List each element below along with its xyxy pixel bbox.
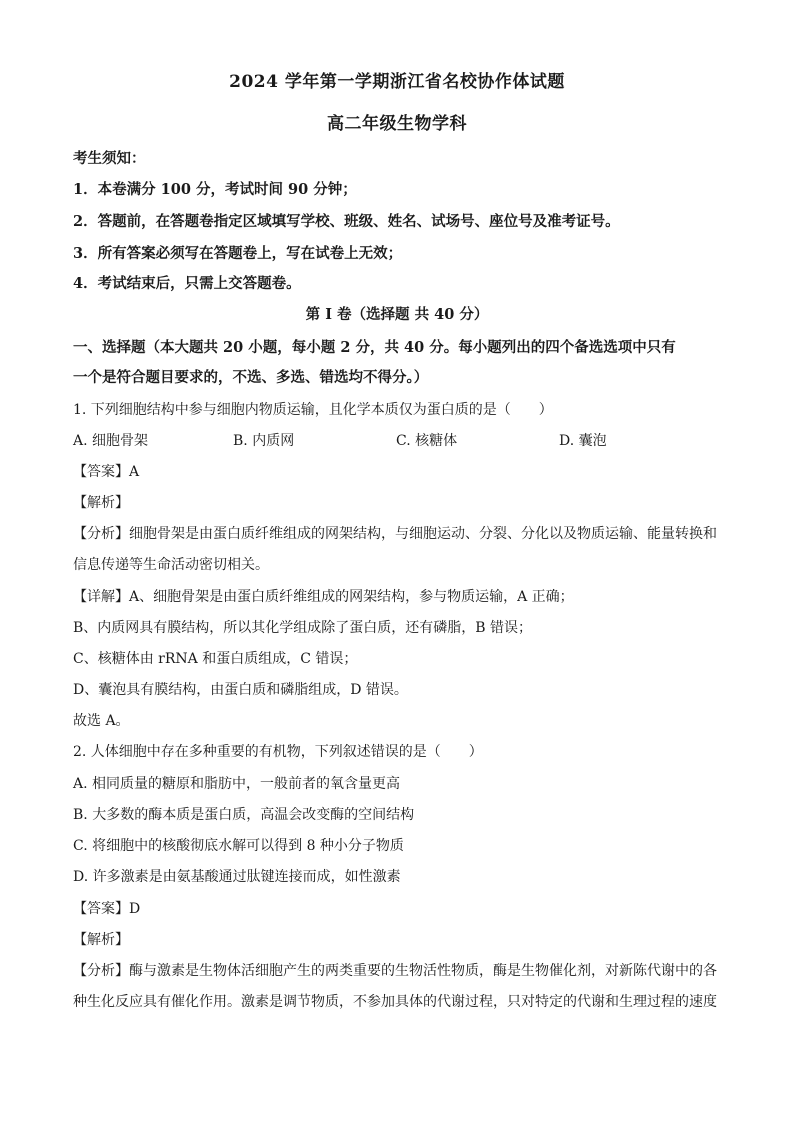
analysis-label: 【解析】 bbox=[73, 495, 129, 511]
exam-title: 2024 学年第一学期浙江省名校协作体试题 bbox=[229, 72, 565, 92]
question-stem: 1. 下列细胞结构中参与细胞内物质运输，且化学本质仅为蛋白质的是（ ） bbox=[73, 402, 553, 418]
notice-item: 4．考试结束后，只需上交答题卷。 bbox=[73, 275, 301, 292]
option-c: C. 将细胞中的核酸彻底水解可以得到 8 种小分子物质 bbox=[73, 838, 404, 854]
option-a: A. 细胞骨架 bbox=[73, 433, 149, 449]
answer-label: 【答案】A bbox=[73, 464, 140, 480]
analysis-label: 【解析】 bbox=[73, 932, 129, 948]
option-d: D. 许多激素是由氨基酸通过肽键连接而成，如性激素 bbox=[73, 869, 401, 885]
option-c: C. 核糖体 bbox=[396, 433, 458, 449]
detail-text: C、核糖体由 rRNA 和蛋白质组成，C 错误； bbox=[73, 651, 358, 667]
analysis-text: 【分析】酶与激素是生物体活细胞产生的两类重要的生物活性物质，酶是生物催化剂，对新陈代谢中的各 bbox=[73, 963, 717, 979]
section-heading: 一、选择题（本大题共 20 小题，每小题 2 分，共 40 分。每小题列出的四个备选选项中只有 bbox=[73, 339, 676, 356]
detail-text: B、内质网具有膜结构，所以其化学组成除了蛋白质，还有磷脂，B 错误； bbox=[73, 620, 533, 636]
notice-item: 2．答题前，在答题卷指定区域填写学校、班级、姓名、试场号、座位号及准考证号。 bbox=[73, 213, 620, 230]
notice-heading: 考生须知： bbox=[73, 150, 146, 167]
notice-item: 3．所有答案必须写在答题卷上，写在试卷上无效； bbox=[73, 245, 403, 262]
detail-text: D、囊泡具有膜结构，由蛋白质和磷脂组成，D 错误。 bbox=[73, 682, 408, 698]
analysis-text: 【分析】细胞骨架是由蛋白质纤维组成的网架结构，与细胞运动、分裂、分化以及物质运输、能量转换和 bbox=[73, 526, 717, 542]
analysis-text: 信息传递等生命活动密切相关。 bbox=[73, 557, 269, 573]
exam-subtitle: 高二年级生物学科 bbox=[327, 114, 467, 134]
section-heading: 一个是符合题目要求的，不选、多选、错选均不得分。） bbox=[73, 369, 429, 386]
option-d: D. 囊泡 bbox=[559, 433, 607, 449]
option-b: B. 内质网 bbox=[233, 433, 295, 449]
detail-text: 故选 A。 bbox=[73, 713, 130, 729]
notice-item: 1．本卷满分 100 分，考试时间 90 分钟； bbox=[73, 181, 357, 198]
part-title: 第 I 卷（选择题 共 40 分） bbox=[305, 306, 489, 323]
option-a: A. 相同质量的糖原和脂肪中，一般前者的氧含量更高 bbox=[73, 776, 401, 792]
option-b: B. 大多数的酶本质是蛋白质，高温会改变酶的空间结构 bbox=[73, 807, 415, 823]
question-stem: 2. 人体细胞中存在多种重要的有机物，下列叙述错误的是（ ） bbox=[73, 744, 483, 760]
analysis-text: 种生化反应具有催化作用。激素是调节物质，不参加具体的代谢过程，只对特定的代谢和生理过程的速度 bbox=[73, 994, 717, 1010]
question-options bbox=[73, 432, 734, 450]
detail-text: 【详解】A、细胞骨架是由蛋白质纤维组成的网架结构，参与物质运输，A 正确； bbox=[73, 589, 574, 605]
answer-label: 【答案】D bbox=[73, 901, 141, 917]
